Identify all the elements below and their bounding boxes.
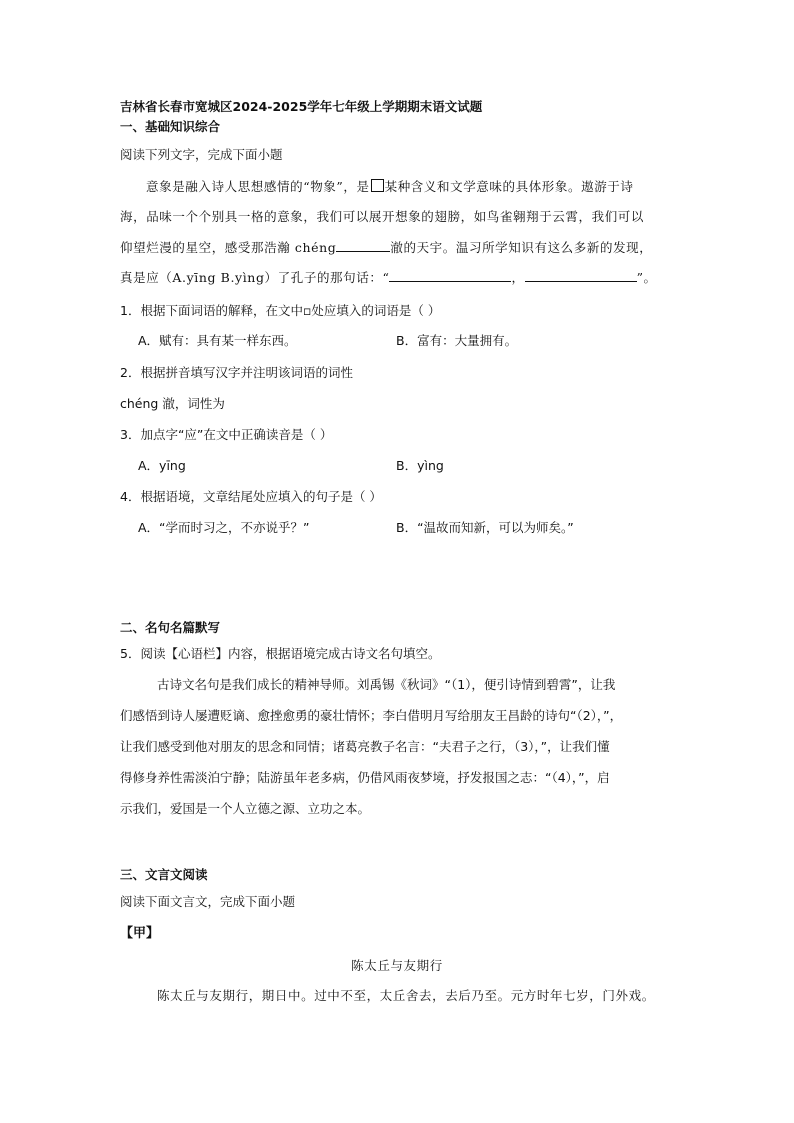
question-2-answer-line: chéng 澈，词性为 — [120, 396, 225, 411]
question-1-option-b[interactable]: B．富有：大量拥有。 — [396, 333, 518, 348]
question-4-stem: 4．根据语境，文章结尾处应填入的句子是（ ） — [120, 489, 382, 504]
passage-line-1-a: 意象是融入诗人思想感情的“物象”，是 — [146, 179, 370, 194]
section2-para-line-2: 们感悟到诗人屡遭贬谪、愈挫愈勇的豪壮情怀；李白借明月写给朋友王昌龄的诗句“（2），”， — [120, 708, 623, 723]
classical-text-title: 陈太丘与友期行 — [351, 958, 443, 973]
answer-box — [371, 179, 384, 192]
passage-line-1 — [146, 178, 634, 196]
section2-heading: 二、名句名篇默写 — [120, 620, 221, 635]
question-4-option-a[interactable]: A．“学而时习之，不亦说乎？” — [138, 520, 310, 535]
fill-blank-cheng[interactable] — [336, 238, 390, 252]
section2-para-line-5: 示我们，爱国是一个人立德之源、立功之本。 — [120, 801, 371, 816]
fill-blank-quote-1[interactable] — [389, 268, 511, 282]
question-2-stem: 2．根据拼音填写汉字并注明该词语的词性 — [120, 365, 353, 380]
question-4-option-b[interactable]: B．“温故而知新，可以为师矣。” — [396, 520, 574, 535]
question-1-stem: 1．根据下面词语的解释，在文中▫处应填入的词语是（ ） — [120, 303, 441, 318]
question-5-stem: 5．阅读【心语栏】内容，根据语境完成古诗文名句填空。 — [120, 646, 441, 661]
part-label-jia: 【甲】 — [120, 926, 160, 941]
passage-line-3-b: 澈的天宇。温习所学知识有这么多新的发现， — [390, 240, 653, 255]
passage-line-4-c: ”。 — [636, 270, 657, 285]
exam-title: 吉林省长春市宽城区2024-2025学年七年级上学期期末语文试题 — [120, 99, 483, 114]
section2-para-line-3: 让我们感受到他对朋友的思念和同情；诸葛亮教子名言：“夫君子之行，（3），”，让我们懂 — [120, 739, 610, 754]
passage-line-4 — [120, 268, 657, 287]
section2-para-line-1: 古诗文名句是我们成长的精神导师。刘禹锡《秋词》“（1），便引诗情到碧霄”，让我 — [157, 677, 616, 692]
fill-blank-quote-2[interactable] — [525, 268, 637, 282]
question-3-stem: 3．加点字“应”在文中正确读音是（ ） — [120, 427, 333, 442]
passage-line-3-a: 仰望烂漫的星空，感受那浩瀚 chéng — [120, 240, 337, 255]
question-3-option-a[interactable]: A．yīng — [138, 458, 186, 473]
passage-line-4-a: 真是应（A.yīng B.yìng）了孔子的那句话：“ — [120, 270, 390, 285]
section3-heading: 三、文言文阅读 — [120, 867, 208, 882]
question-1-option-a[interactable]: A．赋有：具有某一样东西。 — [138, 333, 297, 348]
passage-line-1-b: 某种含义和文学意味的具体形象。遨游于诗 — [384, 179, 634, 194]
classical-text-line-1: 陈太丘与友期行，期日中。过中不至，太丘舍去，去后乃至。元方时年七岁，门外戏。 — [157, 988, 655, 1003]
passage-line-3 — [120, 238, 652, 257]
section1-heading: 一、基础知识综合 — [120, 119, 221, 134]
passage-line-4-b: ， — [511, 270, 525, 285]
section1-instruction: 阅读下列文字，完成下面小题 — [120, 147, 283, 162]
section3-instruction: 阅读下面文言文，完成下面小题 — [120, 894, 296, 909]
question-3-option-b[interactable]: B．yìng — [396, 458, 444, 473]
passage-line-2: 海，品味一个个别具一格的意象，我们可以展开想象的翅膀，如鸟雀翱翔于云霄，我们可以 — [120, 209, 645, 224]
section2-para-line-4: 得修身养性需淡泊宁静；陆游虽年老多病，仍借风雨夜梦境，抒发报国之志：“（4），”，启 — [120, 770, 610, 785]
